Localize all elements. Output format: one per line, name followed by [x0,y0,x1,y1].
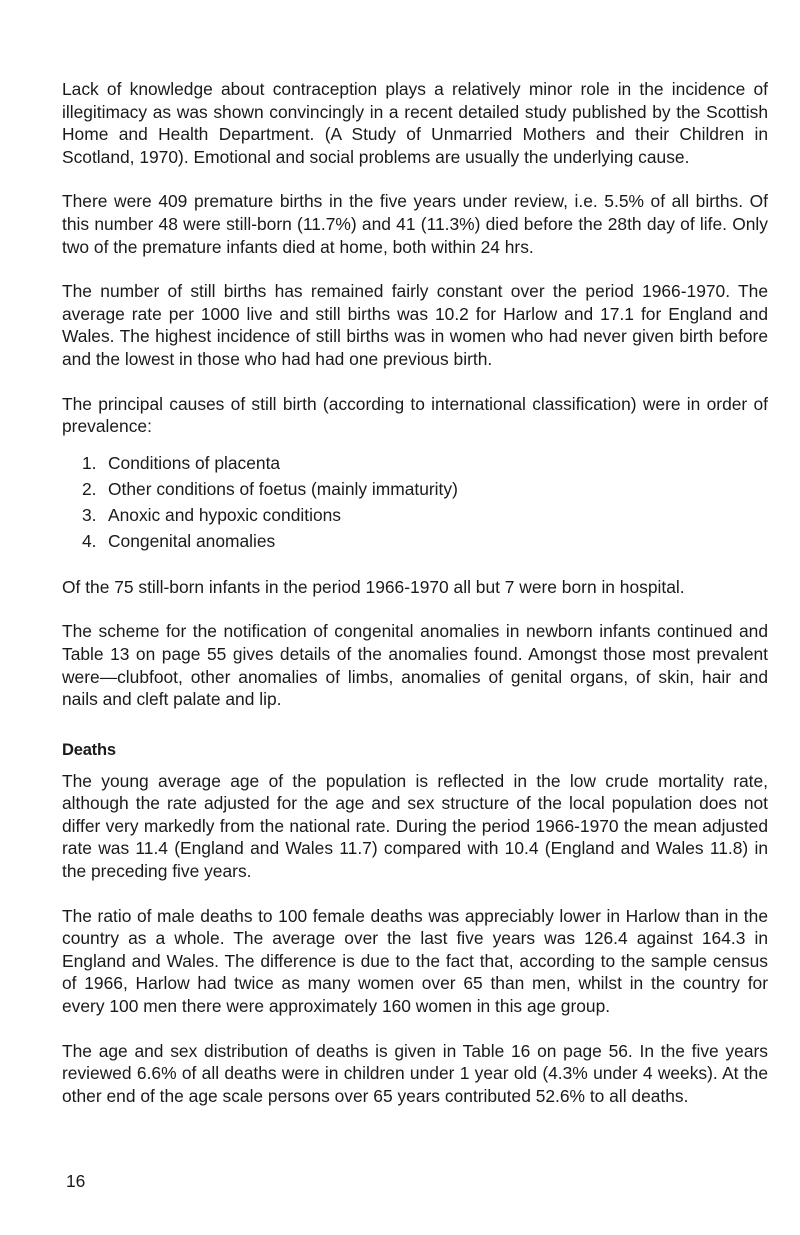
paragraph-congenital-anomalies: The scheme for the notification of congenital anomalies in newborn infants continued and Table 13 on page 55 gives details of the anomalies found. Amongst those most prevalent were—clubfoot, other anomalies of limbs, anomalies of genital organs, of skin, hair and nails and cleft palate and lip. [62,621,768,710]
list-item [82,502,768,528]
section-heading-deaths: Deaths [62,740,116,759]
list-item-number: 2. [82,478,97,499]
list-item [82,476,768,502]
list-item [82,450,768,476]
paragraph-premature-births: There were 409 premature births in the five years under review, i.e. 5.5% of all births. Of this number 48 were still-born (11.7%) and 41 (11.3%) died before the 28th day of life. Only two of the premature infants died at home, both within 24 hrs. [62,191,768,257]
list-item [82,528,768,554]
paragraph-mortality-rate: The young average age of the population is reflected in the low crude mortality rate, although the rate adjusted for the age and sex structure of the local population does not differ very markedly from the national rate. During the period 1966-1970 the mean adjusted rate was 11.4 (England and Wales 11.7) compared with 10.4 (England and Wales 11.8) in the preceding five years. [62,770,768,882]
paragraph-still-births: The number of still births has remained fairly constant over the period 1966-1970. The average rate per 1000 live and still births was 10.2 for Harlow and 17.1 for England and Wales. The highest incidence of still births was in women who had never given birth before and the lowest in those who had had one previous birth. [62,281,768,369]
paragraph-death-ratio: The ratio of male deaths to 100 female deaths was appreciably lower in Harlow than in the country as a whole. The average over the last five years was 126.4 against 164.3 in England and Wales. The difference is due to the fact that, according to the sample census of 1966, Harlow had twice as many women over 65 than men, whilst in the country for every 100 men there were approximately 160 women in this age group. [62,905,768,1017]
list-item-text: Conditions of placenta [108,452,281,473]
list-item-text: Other conditions of foetus (mainly immaturity) [108,478,458,499]
list-item-number: 4. [82,530,97,551]
paragraph-age-distribution: The age and sex distribution of deaths is given in Table 16 on page 56. In the five years reviewed 6.6% of all deaths were in children under 1 year old (4.3% under 4 weeks). At the other end of the age scale persons over 65 years contributed 52.6% to all deaths. [62,1040,768,1106]
document-page [62,78,768,1129]
list-item-text: Congenital anomalies [108,530,276,551]
list-item-number: 3. [82,504,97,525]
list-item-number: 1. [82,452,97,473]
list-item-text: Anoxic and hypoxic conditions [108,504,341,525]
paragraph-causes-intro: The principal causes of still birth (according to international classification) were in order of prevalence: [62,393,768,437]
page-number: 16 [66,1171,86,1191]
causes-list [62,450,768,554]
paragraph-illegitimacy: Lack of knowledge about contraception plays a relatively minor role in the incidence of illegitimacy as was shown convincingly in a recent detailed study published by the Scottish Home and Health Department. (A Study of Unmarried Mothers and their Children in Scotland, 1970). Emotional and social problems are usually the underlying cause. [62,79,768,167]
paragraph-hospital-births: Of the 75 still-born infants in the period 1966-1970 all but 7 were born in hospital. [62,576,685,597]
